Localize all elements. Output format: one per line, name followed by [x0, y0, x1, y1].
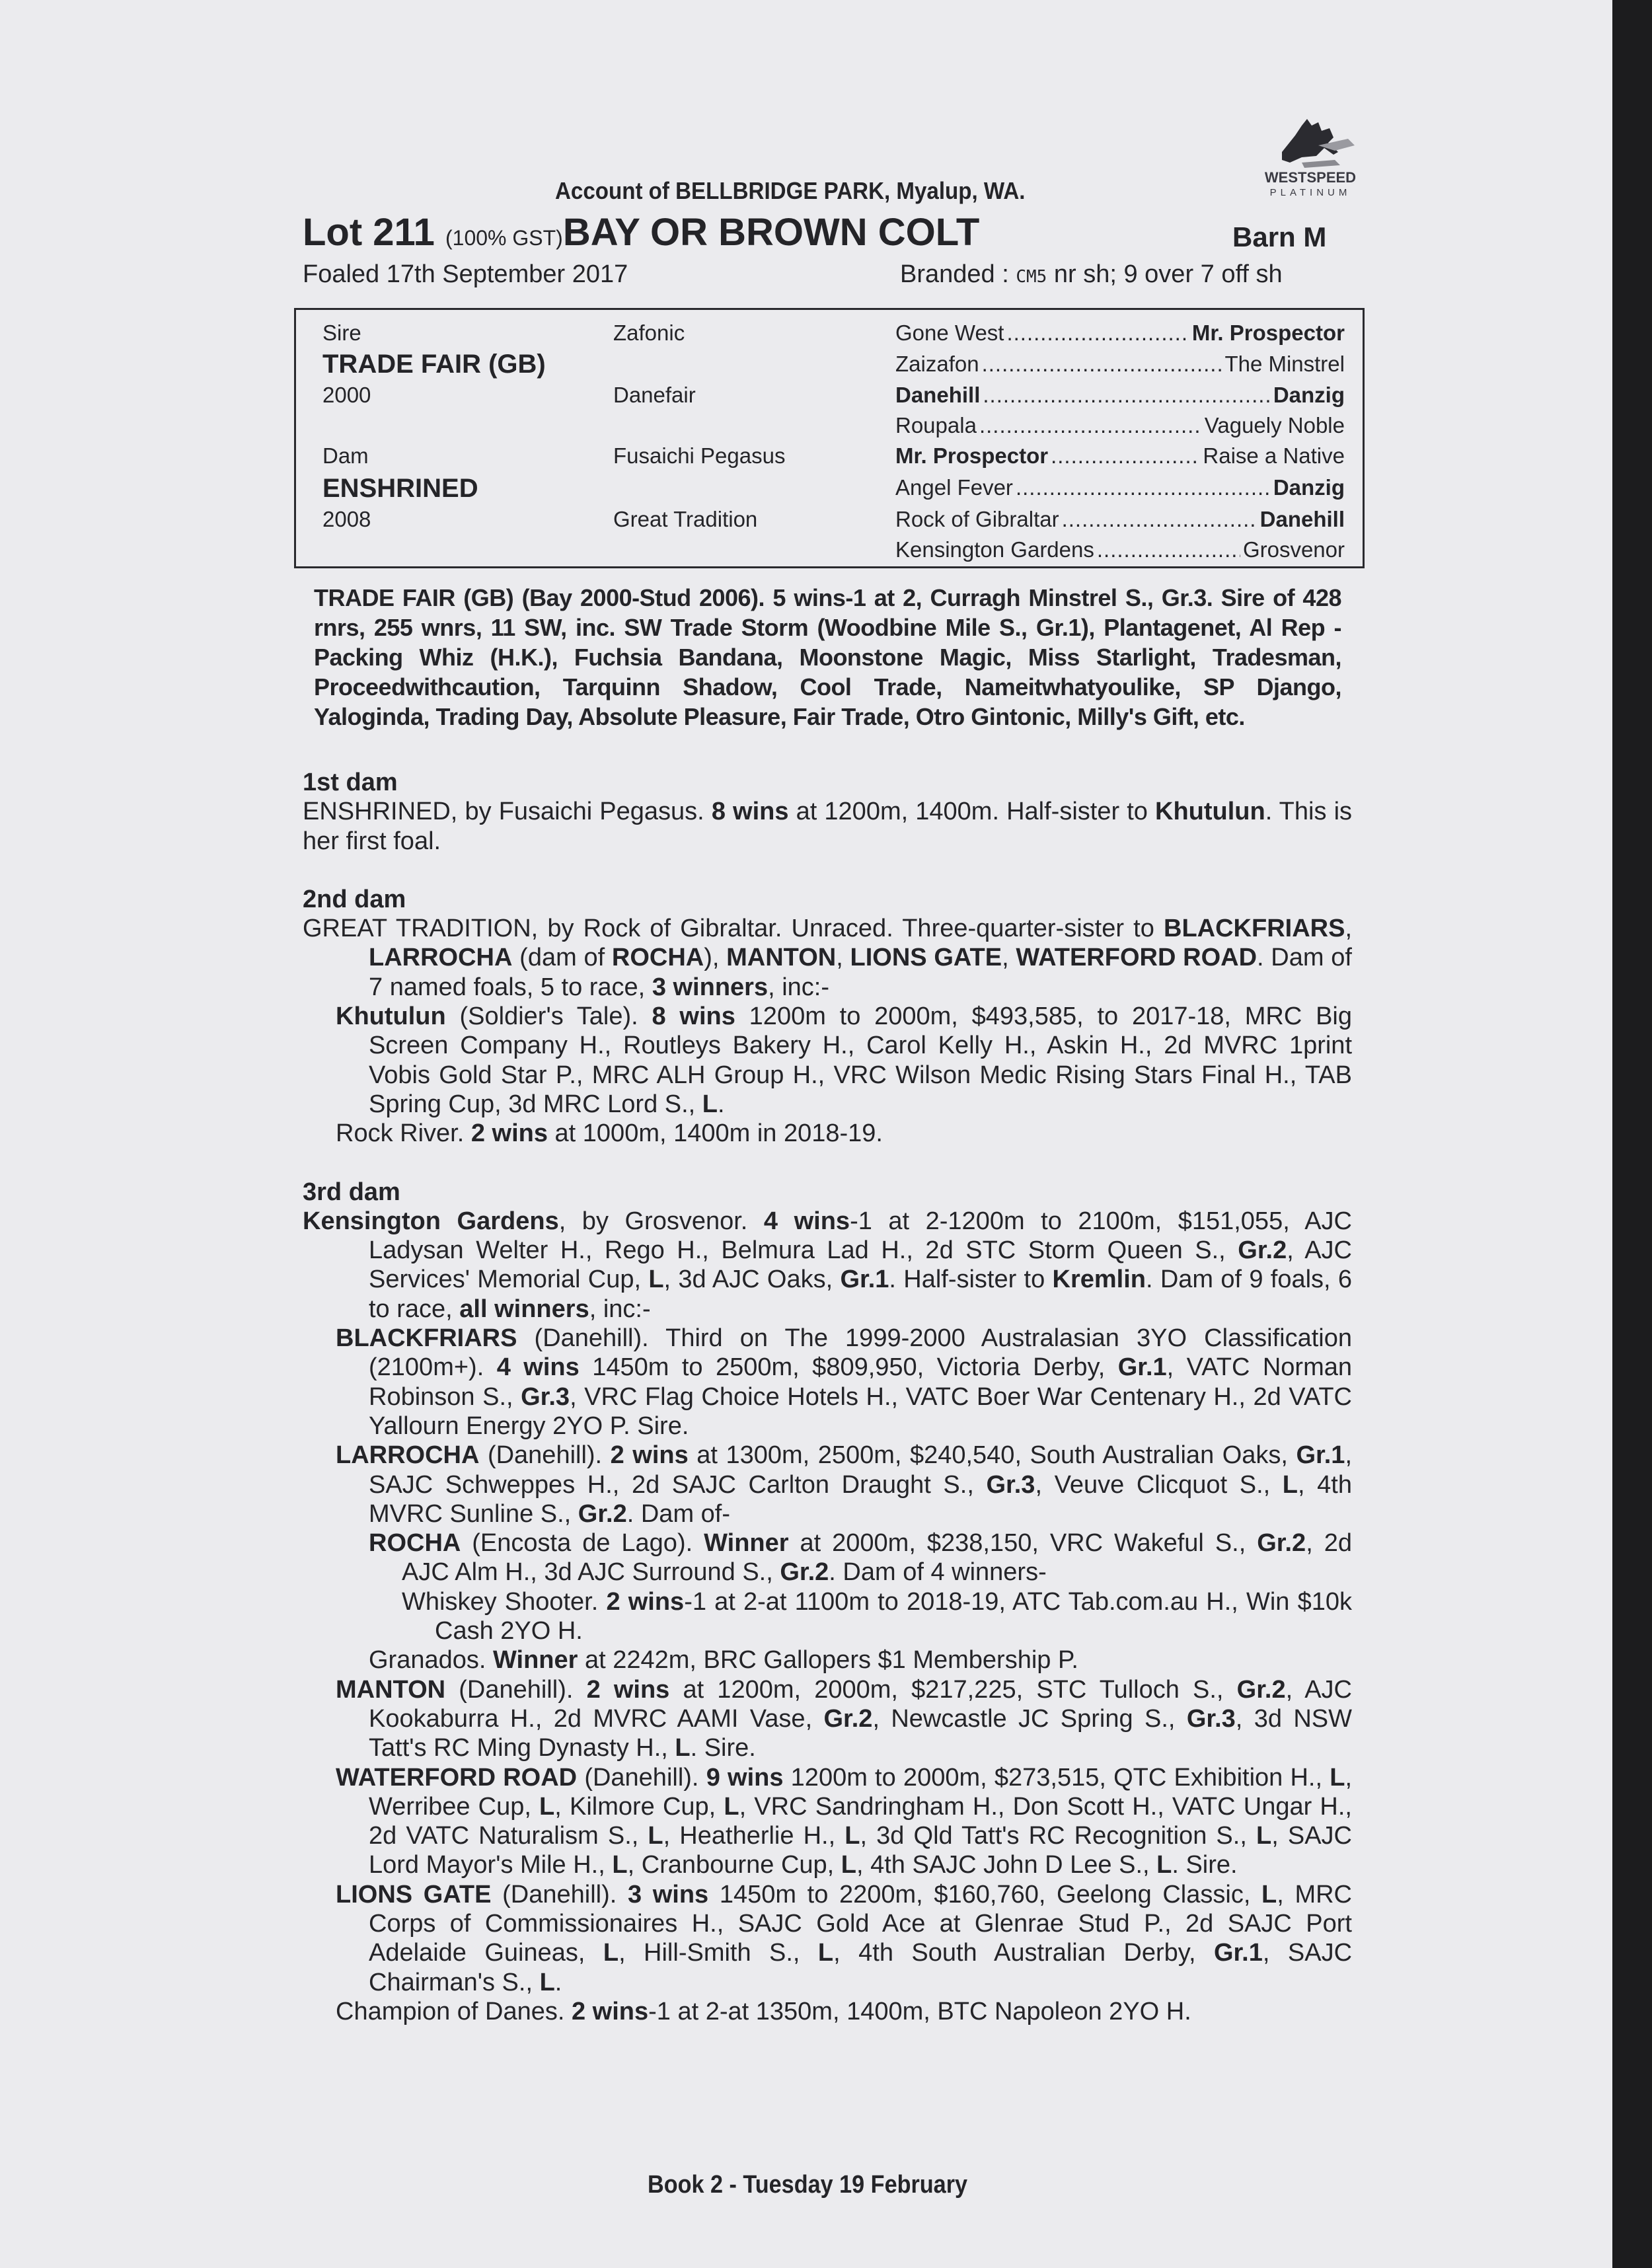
first-dam-heading: 1st dam — [303, 769, 398, 796]
dam-name: ENSHRINED — [322, 474, 478, 503]
pedigree-table — [294, 308, 1365, 568]
sire-summary: TRADE FAIR (GB) (Bay 2000-Stud 2006). 5 wins-1 at 2, Curragh Minstrel S., Gr.3. Sire of 428 rnrs, 255 wnrs, 11 SW, inc. SW Trade Storm (Woodbine Mile S., Gr.1), Plantagenet, Al Rep - Packing Whiz (H.K.), Fuchsia Bandana, Moonstone Magic, Miss Starlight, Tradesman, Proceedwithcaution, Tarquinn Shadow, Cool Trade, Nameitwhatyoulike, SP Django, Yaloginda, Trading Day, Absolute Pleasure, Fair Trade, Otro Gintonic, Milly's Gift, etc. — [314, 584, 1341, 730]
third-dam-heading: 3rd dam — [303, 1178, 400, 1206]
sire-sire: Zafonic — [613, 321, 685, 345]
gen3-row: Gone West ..... Mr. Prospector — [895, 322, 1345, 344]
progeny-entry: Khutulun (Soldier's Tale). 8 wins 1200m to 2000m, $493,585, to 2017-18, MRC Big Screen Company H., Routleys Bakery H., Carol Kelly H., Askin H., 2d MVRC 1print Vobis Gold Star P., MRC ALH Group H., VRC Wilson Medic Rising Stars Final H., TAB Spring Cup, 3d MRC Lord S., L. — [336, 1002, 1353, 1118]
dam-dam: Great Tradition — [613, 507, 758, 531]
progeny-entry: MANTON (Danehill). 2 wins at 1200m, 2000m, $217,225, STC Tulloch S., Gr.2, AJC Kookaburra H., 2d MVRC AAMI Vase, Gr.2, Newcastle JC Spring S., Gr.3, 3d NSW Tatt's RC Ming Dynasty H., L. Sire. — [336, 1675, 1352, 1762]
progeny-entry: Whiskey Shooter. 2 wins-1 at 2-at 1100m to 2018-19, ATC Tab.com.au H., Win $10k Cash 2YO H. — [402, 1587, 1352, 1645]
progeny-entry: ROCHA (Encosta de Lago). Winner at 2000m, $238,150, VRC Wakeful S., Gr.2, 2d AJC Alm H., 3d AJC Surround S., Gr.2. Dam of 4 winners- — [369, 1529, 1352, 1587]
gst-note: (100% GST) — [445, 226, 563, 250]
lot-heading — [303, 210, 979, 254]
second-dam-heading: 2nd dam — [303, 885, 406, 913]
lot-number: Lot 211 — [303, 211, 435, 254]
lot-description: BAY OR BROWN COLT — [562, 211, 980, 254]
first-dam-text: ENSHRINED, by Fusaichi Pegasus. 8 wins at 1200m, 1400m. Half-sister to Khutulun. This is her first foal. — [303, 798, 1353, 855]
sire-year: 2000 — [322, 383, 371, 407]
gen3-row: Zaizafon ..... The Minstrel — [895, 353, 1345, 375]
gen3-row: Roupala ..... Vaguely Noble — [895, 414, 1345, 436]
sire-dam: Danefair — [613, 383, 696, 407]
barn-label: Barn M — [1232, 221, 1327, 252]
brand-tier: PLATINUM — [1269, 187, 1351, 198]
progeny-entry: Champion of Danes. 2 wins-1 at 2-at 1350m, 1400m, BTC Napoleon 2YO H. — [336, 1997, 1191, 2025]
progeny-entry: LIONS GATE (Danehill). 3 wins 1450m to 2200m, $160,760, Geelong Classic, L, MRC Corps of Commissionaires H., SAJC Gold Ace at Glenrae Stud P., 2d SAJC Port Adelaide Guineas, L, Hill-Smith S., L, 4th South Australian Derby, Gr.1, SAJC Chairman's S., L. — [336, 1880, 1353, 1996]
progeny-entry: Rock River. 2 wins at 1000m, 1400m in 2018-19. — [336, 1119, 883, 1148]
progeny-entry: WATERFORD ROAD (Danehill). 9 wins 1200m to 2000m, $273,515, QTC Exhibition H., L, Werribee Cup, L, Kilmore Cup, L, VRC Sandringham H., Don Scott H., VATC Ungar H., 2d VATC Naturalism S., L, Heatherlie H., L, 3d Qld Tatt's RC Recognition S., L, SAJC Lord Mayor's Mile H., L, Cranbourne Cup, L, 4th SAJC John D Lee S., L. Sire. — [336, 1763, 1352, 1879]
gen3-row: Angel Fever ..... Danzig — [895, 476, 1345, 498]
gen3-row: Mr. Prospector ..... Raise a Native — [895, 445, 1345, 467]
brand-name: WESTSPEED — [1264, 169, 1357, 186]
gen3-row: Kensington Gardens ..... Grosvenor — [895, 539, 1345, 560]
progeny-entry: BLACKFRIARS (Danehill). Third on The 1999-2000 Australasian 3YO Classification (2100m+). 4 wins 1450m to 2500m, $809,950, Victoria Derby, Gr.1, VATC Norman Robinson S., Gr.3, VRC Flag Choice Hotels H., VATC Boer War Centenary H., 2d VATC Yallourn Energy 2YO P. Sire. — [336, 1324, 1352, 1440]
pedigree-notes — [303, 768, 1352, 2026]
third-dam-text: Kensington Gardens, by Grosvenor. 4 wins-1 at 2-1200m to 2100m, $151,055, AJC Ladysan Welter H., Rego H., Belmura Lad H., 2d STC Storm Queen S., Gr.2, AJC Services' Memorial Cup, L, 3d AJC Oaks, Gr.1. Half-sister to Kremlin. Dam of 9 foals, 6 to race, all winners, inc:- — [303, 1207, 1352, 1323]
dam-sire: Fusaichi Pegasus — [613, 443, 786, 468]
dam-year: 2008 — [322, 507, 371, 531]
sire-label: Sire — [322, 321, 361, 345]
gen3-row: Rock of Gibraltar ..... Danehill — [895, 508, 1345, 530]
dam-label: Dam — [322, 443, 369, 468]
scan-edge — [1612, 0, 1652, 2268]
second-dam-text: GREAT TRADITION, by Rock of Gibraltar. Unraced. Three-quarter-sister to BLACKFRIARS, LARROCHA (dam of ROCHA), MANTON, LIONS GATE, WATERFORD ROAD. Dam of 7 named foals, 5 to race, 3 winners, inc:- — [303, 915, 1352, 1001]
sire-name: TRADE FAIR (GB) — [322, 350, 546, 379]
page-footer: Book 2 - Tuesday 19 February — [648, 2171, 968, 2199]
gen3-row: Danehill ..... Danzig — [895, 384, 1345, 406]
progeny-entry: LARROCHA (Danehill). 2 wins at 1300m, 2500m, $240,540, South Australian Oaks, Gr.1, SAJC Schweppes H., 2d SAJC Carlton Draught S., Gr.3, Veuve Clicquot S., L, 4th MVRC Sunline S., Gr.2. Dam of- — [336, 1441, 1352, 1528]
vendor-account: Account of BELLBRIDGE PARK, Myalup, WA. — [555, 177, 1026, 204]
brand-mark: CM5 — [1016, 267, 1047, 287]
progeny-entry: Granados. Winner at 2242m, BRC Gallopers $1 Membership P. — [369, 1646, 1078, 1675]
foaled-date: Foaled 17th September 2017 — [303, 260, 628, 288]
branded-info: Branded : CM5 nr sh; 9 over 7 off sh — [900, 260, 1283, 288]
